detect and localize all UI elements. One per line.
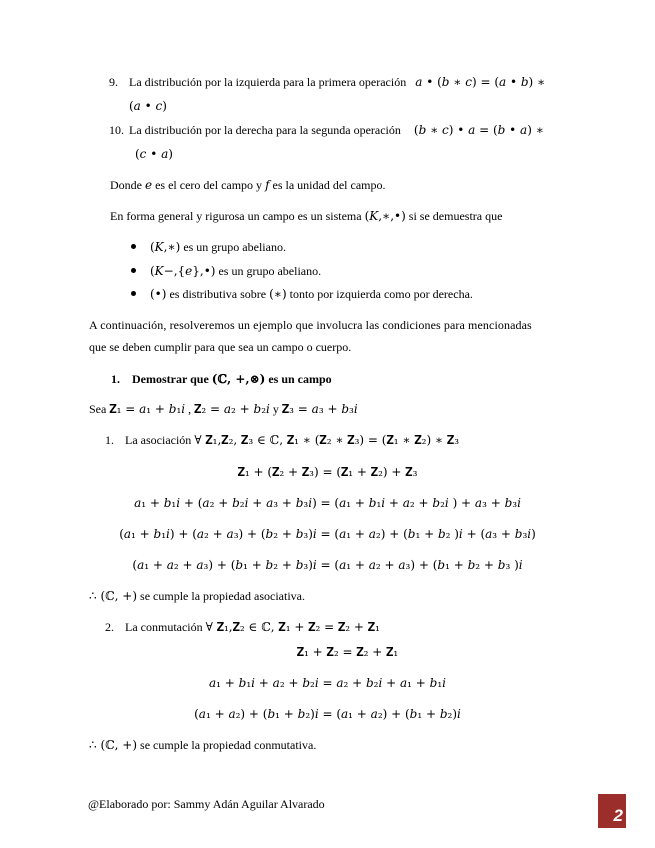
item-9-label: La distribución por la izquierda para la primera operación xyxy=(129,75,407,89)
bullet-icon xyxy=(131,291,136,296)
z2-definition: 𝐙₂ = 𝑎₂ + 𝑏₂𝑖 xyxy=(194,402,270,416)
equation: (𝑎₁ + 𝑏₁𝑖) + (𝑎₂ + 𝑎₃) + (𝑏₂ + 𝑏₃)𝑖 = (𝑎₁ + 𝑎₂) + (𝑏₁ + 𝑏₂ )𝑖 + (𝑎₃ + 𝑏₃𝑖) xyxy=(119,527,536,541)
section-heading xyxy=(111,372,332,386)
conmutacion-heading xyxy=(125,620,380,634)
formula: ∀ 𝐙₁,𝐙₂, 𝐙₃ ∈ ℂ, 𝐙₁ ∗ (𝐙₂ ∗ 𝐙₃) = (𝐙₁ ∗ 𝐙₂) ∗ 𝐙₃ xyxy=(194,433,460,447)
intro-line-1: A continuación, resolveremos un ejemplo que involucra las condiciones para mencionadas xyxy=(89,318,532,332)
item-9-formula: 𝑎 • (𝑏 ∗ 𝑐) = (𝑎 • 𝑏) ∗ xyxy=(415,75,546,89)
item-10-text xyxy=(129,123,544,137)
bullet-item-3 xyxy=(150,287,473,301)
text: Donde xyxy=(110,178,145,192)
text: Demostrar que xyxy=(132,372,212,386)
text: es un grupo abeliano. xyxy=(180,240,286,254)
equation: 𝐙₁ + 𝐙₂ = 𝐙₂ + 𝐙₁ xyxy=(296,645,399,659)
text: La asociación xyxy=(125,433,195,447)
item-9-formula-cont: (𝑎 • 𝑐) xyxy=(129,99,167,113)
item-10-label: La distribución por la derecha para la segunda operación xyxy=(129,123,401,137)
text: y xyxy=(269,402,282,416)
equation: 𝑎₁ + 𝑏₁𝑖 + 𝑎₂ + 𝑏₂𝑖 = 𝑎₂ + 𝑏₂𝑖 + 𝑎₁ + 𝑏₁𝑖 xyxy=(209,676,446,690)
text: es el cero del campo y xyxy=(152,178,266,192)
bullet-icon xyxy=(131,268,136,273)
bullet-icon xyxy=(131,244,136,249)
formula: (𝐾−,{𝑒},•) xyxy=(150,264,216,278)
formula: ∀ 𝐙₁,𝐙₂ ∈ ℂ, 𝐙₁ + 𝐙₂ = 𝐙₂ + 𝐙₁ xyxy=(205,620,380,634)
conclusion xyxy=(89,738,316,752)
intro-line-2: que se deben cumplir para que sea un campo o cuerpo. xyxy=(89,340,352,354)
formula: (•) xyxy=(150,287,167,301)
text: es distributiva sobre xyxy=(166,287,270,301)
symbol-e: 𝑒 xyxy=(145,178,153,192)
equation: 𝑎₁ + 𝑏₁𝑖 + (𝑎₂ + 𝑏₂𝑖 + 𝑎₃ + 𝑏₃𝑖) = (𝑎₁ + 𝑏₁𝑖 + 𝑎₂ + 𝑏₂𝑖 ) + 𝑎₃ + 𝑏₃𝑖 xyxy=(134,496,521,510)
formula: ∴ (ℂ, +) xyxy=(89,589,138,603)
list-number: 1. xyxy=(105,433,114,447)
text: La conmutación xyxy=(125,620,206,634)
text: se cumple la propiedad conmutativa. xyxy=(137,738,317,752)
text: En forma general y rigurosa un campo es un sistema xyxy=(110,209,365,223)
formula: (𝐾,∗) xyxy=(150,240,181,254)
item-9-text xyxy=(129,75,545,89)
text: tonto por izquierda como por derecha. xyxy=(286,287,473,301)
item-10-formula: (𝑏 ∗ 𝑐) • 𝑎 = (𝑏 • 𝑎) ∗ xyxy=(413,123,544,137)
text: es un campo xyxy=(265,372,332,386)
z1-definition: 𝐙₁ = 𝑎₁ + 𝑏₁𝑖 xyxy=(109,402,186,416)
donde-paragraph xyxy=(110,178,385,192)
equation: 𝐙₁ + (𝐙₂ + 𝐙₃) = (𝐙₁ + 𝐙₂) + 𝐙₃ xyxy=(237,465,418,479)
text: si se demuestra que xyxy=(405,209,503,223)
list-number: 10. xyxy=(109,123,124,137)
text: es un grupo abeliano. xyxy=(215,264,322,278)
bullet-item-2 xyxy=(150,264,321,278)
section-number: 1. xyxy=(111,372,120,386)
symbol-f: 𝑓 xyxy=(265,178,270,192)
system-formula: (𝐾,∗,•) xyxy=(364,209,406,223)
list-number: 2. xyxy=(105,620,114,634)
formula: (∗) xyxy=(269,287,287,301)
footer-author: @Elaborado por: Sammy Adán Aguilar Alvarado xyxy=(88,797,325,811)
list-number: 9. xyxy=(109,75,118,89)
general-paragraph xyxy=(110,209,502,223)
sea-line xyxy=(89,402,358,416)
z3-definition: 𝐙₃ = 𝑎₃ + 𝑏₃𝑖 xyxy=(281,402,358,416)
item-10-formula-cont: (𝑐 • 𝑎) xyxy=(135,147,173,161)
text: Sea xyxy=(89,402,110,416)
text: es la unidad del campo. xyxy=(269,178,386,192)
equation: (𝑎₁ + 𝑎₂ + 𝑎₃) + (𝑏₁ + 𝑏₂ + 𝑏₃)𝑖 = (𝑎₁ + 𝑎₂ + 𝑎₃) + (𝑏₁ + 𝑏₂ + 𝑏₃ )𝑖 xyxy=(132,558,523,572)
asociacion-heading xyxy=(125,433,459,447)
page-number: 2 xyxy=(598,794,626,828)
text: , xyxy=(185,402,195,416)
equation: (𝑎₁ + 𝑎₂) + (𝑏₁ + 𝑏₂)𝑖 = (𝑎₁ + 𝑎₂) + (𝑏₁ + 𝑏₂)𝑖 xyxy=(194,707,461,721)
conclusion xyxy=(89,589,305,603)
text: se cumple la propiedad asociativa. xyxy=(137,589,305,603)
bullet-item-1 xyxy=(150,240,286,254)
formula: (ℂ, +,⊗) xyxy=(211,372,266,386)
formula: ∴ (ℂ, +) xyxy=(89,738,138,752)
